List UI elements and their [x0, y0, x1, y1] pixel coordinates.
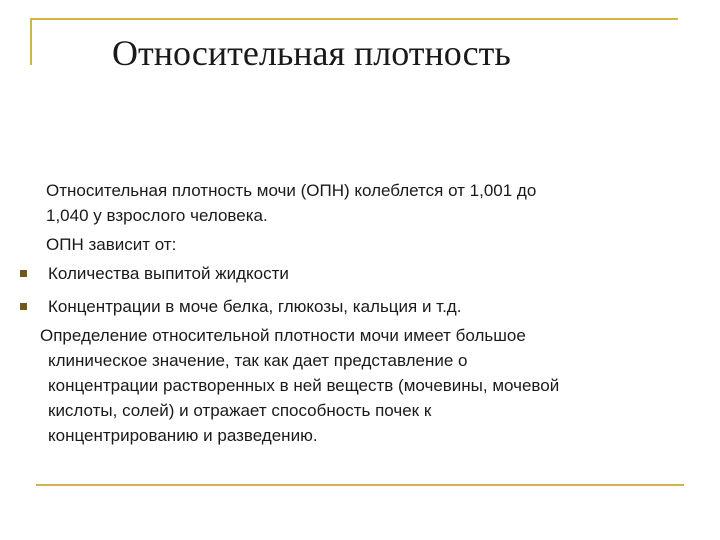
intro-line: Относительная плотность мочи (ОПН) колеблется от 1,001 до — [46, 181, 537, 200]
top-divider — [30, 18, 678, 20]
square-bullet-icon — [20, 270, 27, 277]
left-divider — [30, 18, 32, 65]
bullet-text: Количества выпитой жидкости — [48, 264, 289, 283]
closing-line: концентрированию и разведению. — [48, 426, 318, 445]
closing-line: концентрации растворенных в ней веществ (мочевины, мочевой — [48, 376, 560, 395]
closing-line: Определение относительной плотности мочи имеет большое — [40, 326, 526, 345]
bullet-text: Концентрации в моче белка, глюкозы, кальция и т.д. — [48, 297, 462, 316]
closing-line: кислоты, солей) и отражает способность почек к — [48, 401, 432, 420]
slide-title: Относительная плотность — [112, 33, 511, 73]
closing-line: клиническое значение, так как дает представление о — [48, 351, 468, 370]
square-bullet-icon — [20, 303, 27, 310]
bottom-divider — [36, 484, 684, 486]
bullet-item — [0, 294, 720, 319]
slide-body — [0, 178, 720, 448]
depends-label: ОПН зависит от: — [46, 235, 177, 254]
intro-line: 1,040 у взрослого человека. — [46, 206, 268, 225]
bullet-item — [0, 261, 720, 286]
